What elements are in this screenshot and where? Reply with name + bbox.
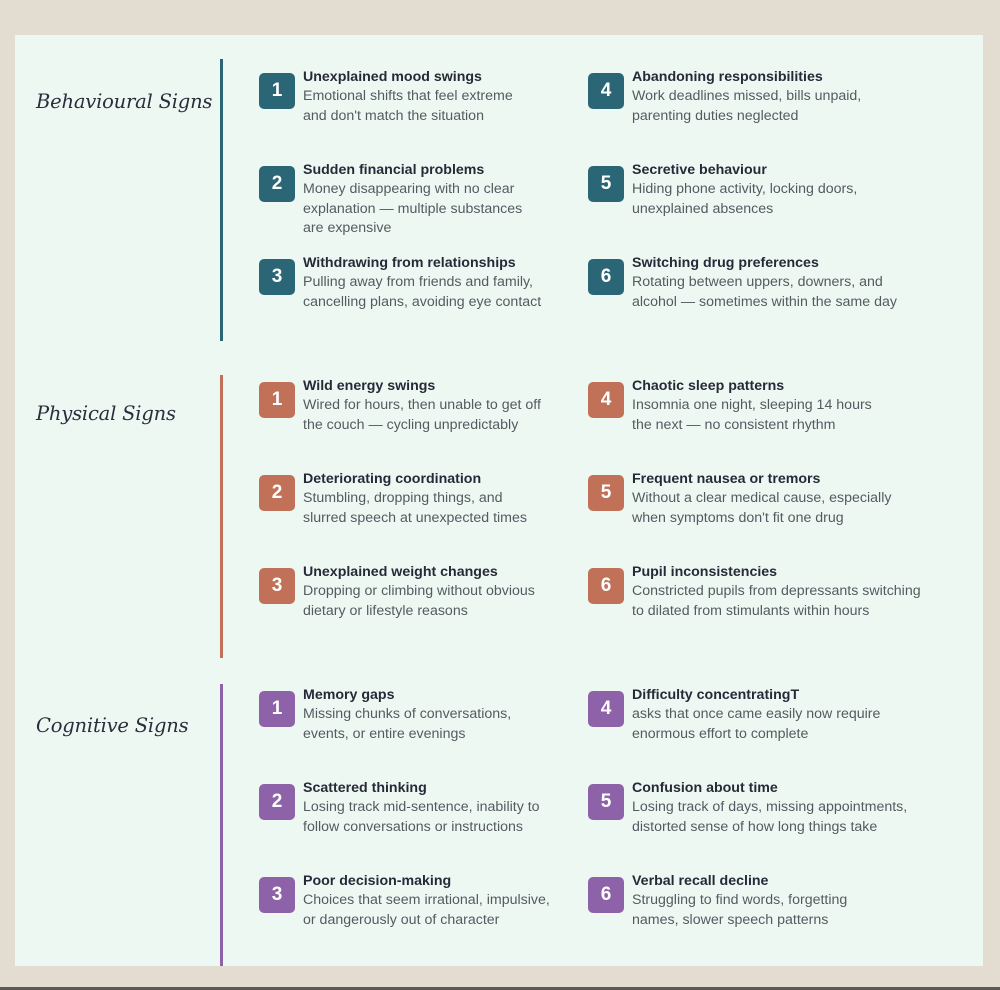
sign-title: Secretive behaviour (632, 162, 767, 178)
sign-title: Confusion about time (632, 780, 778, 796)
sign-description: alcohol — sometimes within the same day (632, 293, 897, 310)
sign-description: the next — no consistent rhythm (632, 416, 836, 433)
sign-description: to dilated from stimulants within hours (632, 602, 870, 619)
sign-title: Deteriorating coordination (303, 471, 482, 487)
sign-description: Pulling away from friends and family, (303, 274, 533, 290)
sign-title: Scattered thinking (303, 780, 427, 796)
sign-description: Wired for hours, then unable to get off (303, 397, 541, 413)
number-badge: 5 (588, 166, 624, 202)
section-title: Physical Signs (36, 402, 176, 425)
sign-description: distorted sense of how long things take (632, 818, 878, 835)
sign-description: unexplained absences (632, 200, 774, 217)
number-badge: 3 (259, 568, 295, 604)
sign-description: Work deadlines missed, bills unpaid, (632, 88, 862, 104)
number-badge: 6 (588, 259, 624, 295)
sign-description: Money disappearing with no clear (303, 181, 515, 197)
sign-title: Unexplained weight changes (303, 564, 498, 580)
sign-title: Abandoning responsibilities (632, 69, 823, 85)
sign-description: names, slower speech patterns (632, 911, 829, 928)
sign-description: explanation — multiple substances (303, 200, 523, 217)
number-badge: 2 (259, 166, 295, 202)
sign-description: or dangerously out of character (303, 911, 500, 928)
sign-title: Frequent nausea or tremors (632, 471, 821, 487)
sign-description: Missing chunks of conversations, (303, 706, 512, 722)
number-badge: 2 (259, 475, 295, 511)
sign-description: asks that once came easily now require (632, 706, 881, 722)
sign-title: Wild energy swings (303, 378, 436, 394)
sign-description: enormous effort to complete (632, 725, 809, 742)
sign-description: slurred speech at unexpected times (303, 509, 527, 526)
sign-description: Losing track mid-sentence, inability to (303, 799, 540, 815)
number-badge: 1 (259, 73, 295, 109)
number-badge: 5 (588, 475, 624, 511)
sign-title: Sudden financial problems (303, 162, 485, 178)
sign-description: Without a clear medical cause, especially (632, 490, 892, 506)
number-badge: 1 (259, 382, 295, 418)
section-title: Cognitive Signs (36, 714, 189, 737)
sign-description: parenting duties neglected (632, 107, 799, 124)
sign-description: follow conversations or instructions (303, 818, 524, 835)
sign-title: Difficulty concentratingT (632, 687, 800, 703)
number-badge: 6 (588, 568, 624, 604)
sign-description: Struggling to find words, forgetting (632, 892, 848, 908)
sign-title: Withdrawing from relationships (303, 255, 516, 271)
sign-description: Stumbling, dropping things, and (303, 490, 503, 506)
sign-description: the couch — cycling unpredictably (303, 416, 519, 433)
sign-title: Poor decision-making (303, 873, 452, 889)
sign-description: events, or entire evenings (303, 725, 466, 742)
sign-description: cancelling plans, avoiding eye contact (303, 293, 542, 310)
sign-description: Losing track of days, missing appointments, (632, 799, 908, 815)
sign-description: Constricted pupils from depressants switching (632, 583, 921, 599)
sign-description: when symptoms don't fit one drug (632, 509, 844, 526)
sign-description: Hiding phone activity, locking doors, (632, 181, 858, 197)
section-title: Behavioural Signs (36, 90, 213, 113)
section-divider (220, 59, 223, 341)
signs-card (15, 35, 983, 966)
sign-title: Verbal recall decline (632, 873, 769, 889)
sign-description: Insomnia one night, sleeping 14 hours (632, 397, 872, 413)
sign-title: Memory gaps (303, 687, 395, 703)
sign-title: Pupil inconsistencies (632, 564, 778, 580)
number-badge: 2 (259, 784, 295, 820)
number-badge: 5 (588, 784, 624, 820)
sign-description: and don't match the situation (303, 107, 484, 124)
number-badge: 3 (259, 259, 295, 295)
number-badge: 1 (259, 691, 295, 727)
section-divider (220, 684, 223, 966)
sign-title: Unexplained mood swings (303, 69, 482, 85)
sign-description: Emotional shifts that feel extreme (303, 88, 513, 104)
sign-description: are expensive (303, 220, 392, 236)
number-badge: 4 (588, 73, 624, 109)
number-badge: 4 (588, 691, 624, 727)
sign-title: Chaotic sleep patterns (632, 378, 785, 394)
sign-description: dietary or lifestyle reasons (303, 602, 468, 619)
section-divider (220, 375, 223, 658)
sign-description: Rotating between uppers, downers, and (632, 274, 883, 290)
sign-description: Choices that seem irrational, impulsive, (303, 892, 550, 908)
number-badge: 3 (259, 877, 295, 913)
number-badge: 4 (588, 382, 624, 418)
sign-title: Switching drug preferences (632, 255, 819, 271)
number-badge: 6 (588, 877, 624, 913)
sign-description: Dropping or climbing without obvious (303, 583, 535, 599)
